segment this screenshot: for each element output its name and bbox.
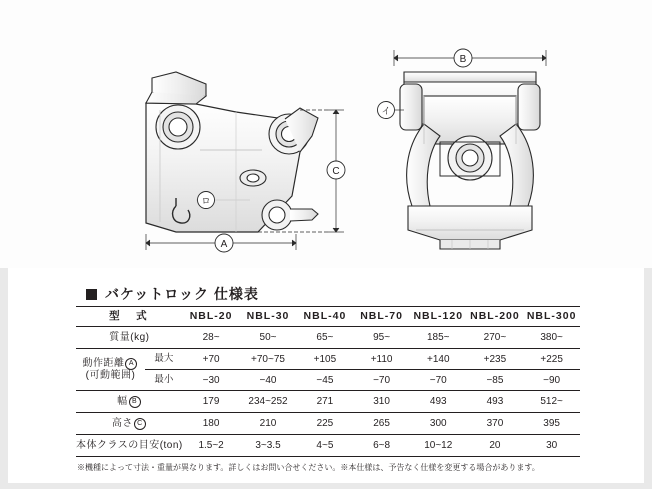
- callout-ro: [198, 192, 215, 209]
- cell: 225: [297, 413, 354, 435]
- callout-C: [327, 161, 345, 179]
- spec-table-wrapper: [76, 306, 580, 457]
- cell: 6~8: [353, 435, 410, 457]
- page-edge-bottom: [0, 483, 652, 489]
- row-label-height-text: 高さ: [111, 417, 133, 429]
- right-drawing-group: [378, 49, 547, 249]
- square-marker-icon: [86, 289, 97, 300]
- cell: 270~: [467, 327, 524, 349]
- cell: 493: [467, 391, 524, 413]
- callout-A-badge: A: [125, 358, 137, 370]
- row-label-mass: 質量(kg): [76, 327, 183, 349]
- cell: 395: [523, 413, 580, 435]
- page-title: バケットロック 仕様表: [105, 286, 259, 302]
- table-row-mass: [76, 327, 580, 349]
- cell: −70: [353, 370, 410, 391]
- col-header-2: NBL-30: [239, 307, 296, 327]
- table-row-width: [76, 391, 580, 413]
- table-row-stroke-min: [76, 370, 580, 391]
- row-label-class: 本体クラスの目安(ton): [76, 435, 183, 457]
- cell: +110: [353, 349, 410, 370]
- cell: 95~: [353, 327, 410, 349]
- cell: 310: [353, 391, 410, 413]
- cell: +105: [297, 349, 354, 370]
- section-heading: [86, 284, 259, 304]
- callout-A: [215, 234, 233, 252]
- cell: 210: [239, 413, 296, 435]
- cell: 265: [353, 413, 410, 435]
- cell: −30: [183, 370, 240, 391]
- cell: +70~75: [239, 349, 296, 370]
- col-header-7: NBL-300: [523, 307, 580, 327]
- cell: 493: [410, 391, 467, 413]
- row-label-stroke-text: 動作距離: [82, 357, 125, 369]
- col-header-6: NBL-200: [467, 307, 524, 327]
- left-drawing-group: [146, 72, 345, 252]
- cell: +70: [183, 349, 240, 370]
- col-header-5: NBL-120: [410, 307, 467, 327]
- svg-text:ロ: ロ: [201, 196, 211, 206]
- cell: 4~5: [297, 435, 354, 457]
- cell: 1.5~2: [183, 435, 240, 457]
- col-header-0: 型 式: [76, 307, 183, 327]
- cell: 380~: [523, 327, 580, 349]
- cell: −85: [467, 370, 524, 391]
- table-row-height: [76, 413, 580, 435]
- cell: 180: [183, 413, 240, 435]
- row-sublabel-min: 最小: [145, 370, 183, 391]
- cell: 28~: [183, 327, 240, 349]
- cell: 10~12: [410, 435, 467, 457]
- svg-text:B: B: [459, 54, 467, 65]
- cell: 234~252: [239, 391, 296, 413]
- cell: 50~: [239, 327, 296, 349]
- cell: 30: [523, 435, 580, 457]
- table-row-class: [76, 435, 580, 457]
- cell: 512~: [523, 391, 580, 413]
- row-label-width-text: 幅: [117, 395, 128, 407]
- cell: 65~: [297, 327, 354, 349]
- row-label-height: [76, 413, 183, 435]
- col-header-4: NBL-70: [353, 307, 410, 327]
- cell: +225: [523, 349, 580, 370]
- svg-text:A: A: [220, 239, 228, 250]
- cell: 3~3.5: [239, 435, 296, 457]
- callout-B-badge: B: [129, 396, 141, 408]
- footnote-text: ※機種によって寸法・重量が異なります。詳しくはお問い合せください。※本仕様は、予告なく仕様を変更する場合があります。: [77, 463, 540, 472]
- col-header-1: NBL-20: [183, 307, 240, 327]
- table-row-stroke-max: [76, 349, 580, 370]
- svg-text:C: C: [332, 166, 340, 177]
- cell: −45: [297, 370, 354, 391]
- callout-C-badge: C: [134, 418, 146, 430]
- cell: 179: [183, 391, 240, 413]
- spec-table: [76, 306, 580, 457]
- svg-text:イ: イ: [381, 106, 391, 116]
- cell: 300: [410, 413, 467, 435]
- row-label-stroke: [76, 349, 145, 391]
- cell: 271: [297, 391, 354, 413]
- cell: −70: [410, 370, 467, 391]
- cell: −40: [239, 370, 296, 391]
- cell: 370: [467, 413, 524, 435]
- cell: 185~: [410, 327, 467, 349]
- row-label-width: [76, 391, 183, 413]
- row-sublabel-max: 最大: [145, 349, 183, 370]
- cell: −90: [523, 370, 580, 391]
- cell: 20: [467, 435, 524, 457]
- cell: +235: [467, 349, 524, 370]
- callout-B: [454, 49, 472, 67]
- cell: +140: [410, 349, 467, 370]
- table-header-row: [76, 307, 580, 327]
- row-label-stroke-range: (可動範囲): [85, 369, 136, 381]
- col-header-3: NBL-40: [297, 307, 354, 327]
